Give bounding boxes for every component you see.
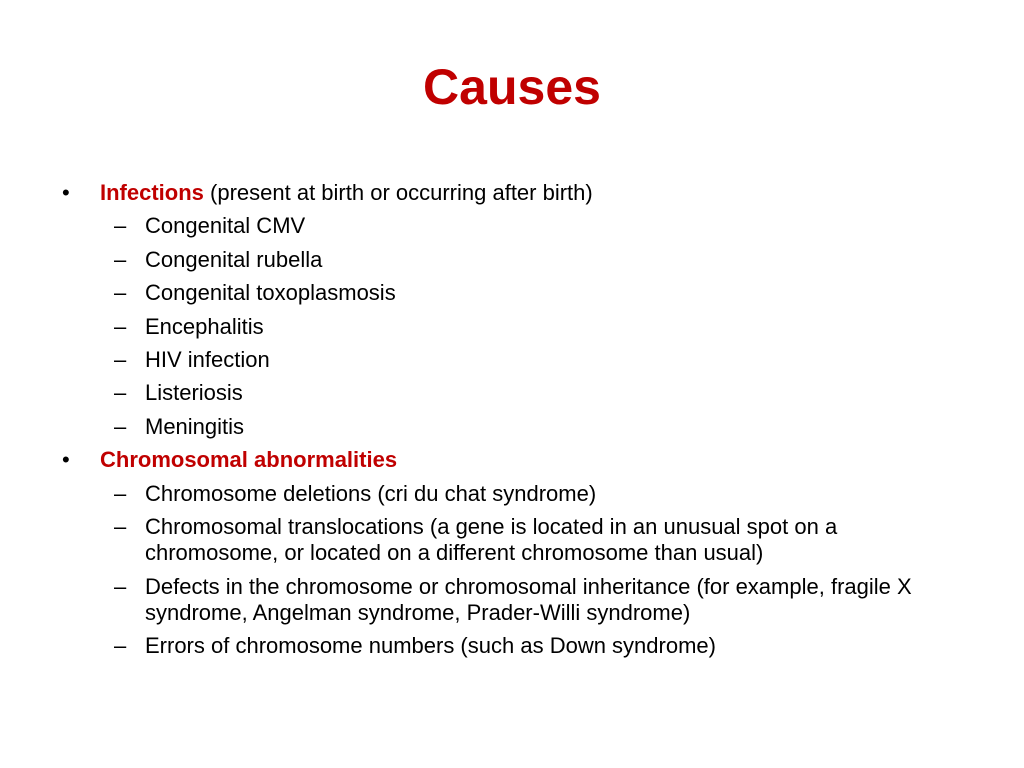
bullet-heading: Infections (100, 180, 204, 205)
sub-item-text: Chromosomal translocations (a gene is located in an unusual spot on a chromosome, or located on a different chromosome than usual) (145, 513, 838, 566)
dash-icon: – (114, 413, 127, 439)
sub-item (56, 213, 976, 239)
dash-icon: – (114, 633, 127, 659)
sub-item (56, 247, 976, 273)
dash-icon: – (114, 346, 127, 372)
sub-item (56, 314, 976, 340)
bullet-icon: • (62, 447, 70, 473)
sub-item-text: Errors of chromosome numbers (such as Down syndrome) (145, 633, 716, 659)
sub-item-text: Meningitis (145, 413, 245, 439)
sub-item-text: Defects in the chromosome or chromosomal inheritance (for example, fragile X syndrome, Angelman syndrome, Prader-Willi syndrome) (145, 573, 912, 626)
sub-item-text: Congenital toxoplasmosis (145, 280, 396, 306)
bullet-infections (56, 180, 976, 206)
sub-item-text: HIV infection (145, 346, 270, 372)
sub-item (56, 574, 976, 627)
sub-item-text: Encephalitis (145, 313, 264, 339)
sub-item-text: Chromosome deletions (cri du chat syndrome) (145, 480, 597, 506)
sub-item-text: Congenital rubella (145, 246, 323, 272)
sub-item (56, 481, 976, 507)
sub-item (56, 380, 976, 406)
dash-icon: – (114, 246, 127, 272)
dash-icon: – (114, 380, 127, 406)
sub-item (56, 280, 976, 306)
dash-icon: – (114, 313, 127, 339)
sub-item (56, 514, 976, 567)
sub-item-text: Listeriosis (145, 380, 243, 406)
bullet-list (56, 180, 976, 667)
slide-title: Causes (423, 59, 601, 115)
sub-item (56, 347, 976, 373)
dash-icon: – (114, 213, 127, 239)
dash-icon: – (114, 513, 127, 539)
sub-item (56, 414, 976, 440)
dash-icon: – (114, 573, 127, 599)
dash-icon: – (114, 280, 127, 306)
dash-icon: – (114, 480, 127, 506)
sub-item (56, 633, 976, 659)
bullet-note: (present at birth or occurring after birth) (203, 180, 593, 205)
bullet-icon: • (62, 180, 70, 205)
bullet-chromosomal-abnormalities (56, 447, 976, 473)
sub-item-text: Congenital CMV (145, 213, 306, 239)
bullet-heading: Chromosomal abnormalities (100, 447, 398, 473)
